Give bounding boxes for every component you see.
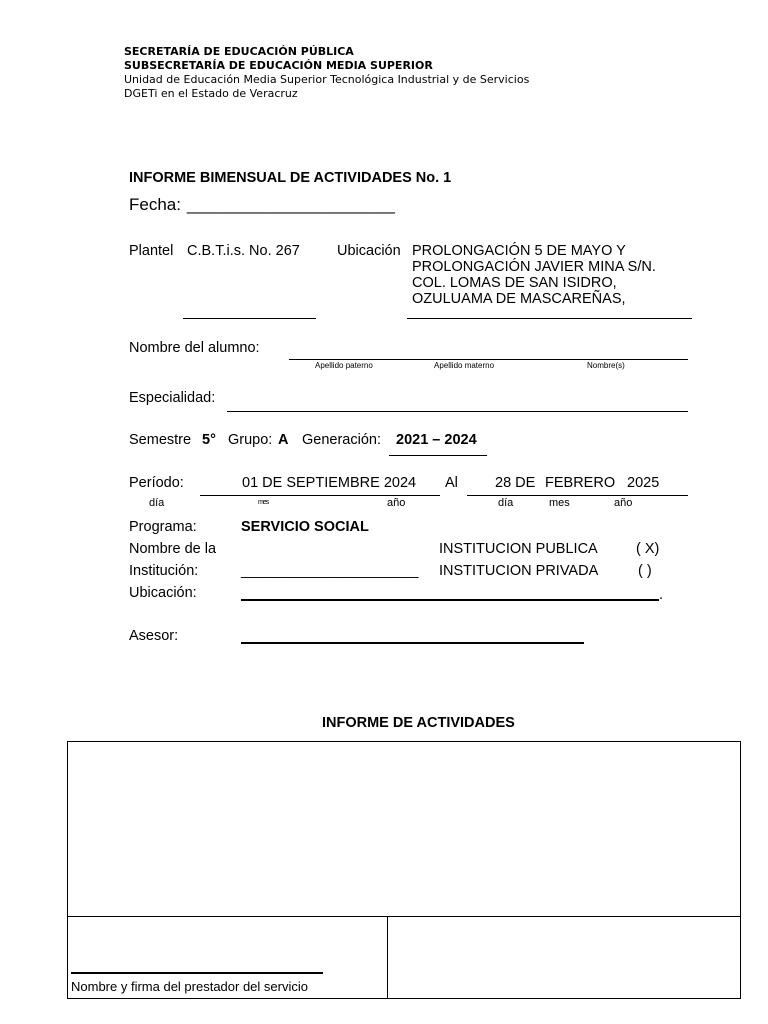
actividades-title: INFORME DE ACTIVIDADES (322, 715, 515, 731)
periodo-end-month: FEBRERO (545, 475, 616, 491)
institucion-publica-label: INSTITUCION PUBLICA (439, 541, 598, 557)
plantel-value: C.B.T.i.s. No. 267 (187, 243, 300, 259)
programa-label: Programa: (129, 519, 197, 535)
firma-label: Nombre y firma del prestador del servicio (71, 979, 308, 994)
institucion-ubicacion-end: . (659, 587, 664, 603)
institucion-nombre-label: Nombre de la (129, 541, 217, 557)
institucion-privada-checkbox[interactable]: ( ) (638, 563, 652, 579)
header-dgeti: DGETi en el Estado de Veracruz (124, 87, 298, 100)
periodo-sub-mes2: mes (549, 497, 570, 509)
ubicacion-underline (407, 318, 692, 319)
institucion-publica-checkbox[interactable]: ( X) (636, 541, 660, 557)
asesor-label: Asesor: (129, 628, 179, 644)
fecha-field[interactable]: ______________________ (187, 195, 396, 214)
especialidad-label: Especialidad: (129, 390, 216, 406)
periodo-end-year: 2025 (627, 475, 660, 491)
ubicacion-line: PROLONGACIÓN 5 DE MAYO Y (412, 243, 626, 259)
generacion-value: 2021 – 2024 (396, 432, 477, 448)
ubicacion-line: PROLONGACIÓN JAVIER MINA S/N. (412, 259, 656, 275)
ubicacion-value (412, 243, 656, 307)
institucion-field[interactable]: ______________________ (241, 563, 419, 579)
ubicacion-line: COL. LOMAS DE SAN ISIDRO, (412, 275, 617, 291)
alumno-field[interactable] (289, 359, 688, 360)
institucion-ubicacion-label: Ubicación: (129, 585, 197, 601)
especialidad-field[interactable] (227, 411, 688, 412)
alumno-sub-nombre: Nombre(s) (587, 361, 625, 370)
header-subsecretaria: SUBSECRETARÍA DE EDUCACIÓN MEDIA SUPERIOR (124, 59, 433, 72)
institucion-privada-label: INSTITUCION PRIVADA (439, 563, 599, 579)
periodo-sub-dia: día (149, 497, 165, 509)
periodo-sub-dia2: día (498, 497, 514, 509)
fecha-label: Fecha: (129, 195, 181, 214)
header-secretaria: SECRETARÍA DE EDUCACIÓN PÚBLICA (124, 45, 354, 58)
plantel-label: Plantel (129, 243, 174, 259)
firma-cell (67, 916, 388, 999)
institucion-label: Institución: (129, 563, 199, 579)
semestre-label: Semestre (129, 432, 192, 448)
actividades-table (67, 741, 741, 999)
alumno-sub-materno: Apellido materno (434, 361, 495, 370)
periodo-start-underline (200, 495, 440, 496)
periodo-sub-mes: mes (258, 499, 269, 506)
asesor-field[interactable] (241, 642, 584, 644)
periodo-start: 01 DE SEPTIEMBRE 2024 (242, 475, 417, 491)
semestre-value: 5° (202, 432, 216, 448)
report-title: INFORME BIMENSUAL DE ACTIVIDADES No. 1 (129, 170, 452, 186)
periodo-sub-ano2: año (614, 497, 633, 509)
ubicacion-line: OZULUAMA DE MASCAREÑAS, (412, 291, 626, 307)
firma-line (71, 972, 323, 974)
sello-cell (387, 916, 741, 999)
header-block (124, 45, 529, 101)
programa-value: SERVICIO SOCIAL (241, 519, 369, 535)
generacion-label: Generación: (302, 432, 381, 448)
periodo-al: Al (445, 475, 458, 491)
alumno-sub-paterno: Apellido paterno (315, 361, 373, 370)
periodo-label: Período: (129, 475, 184, 491)
plantel-underline (183, 318, 316, 319)
ubicacion-label: Ubicación (337, 243, 401, 259)
periodo-end-day: 28 DE (495, 475, 536, 491)
periodo-sub-ano: año (387, 497, 406, 509)
institucion-ubicacion-field[interactable] (241, 599, 659, 601)
periodo-end-underline (467, 495, 688, 496)
header-unidad: Unidad de Educación Media Superior Tecnológica Industrial y de Servicios (124, 73, 530, 86)
generacion-underline (389, 455, 487, 456)
grupo-label: Grupo: (228, 432, 273, 448)
alumno-label: Nombre del alumno: (129, 340, 260, 356)
grupo-value: A (278, 432, 289, 448)
